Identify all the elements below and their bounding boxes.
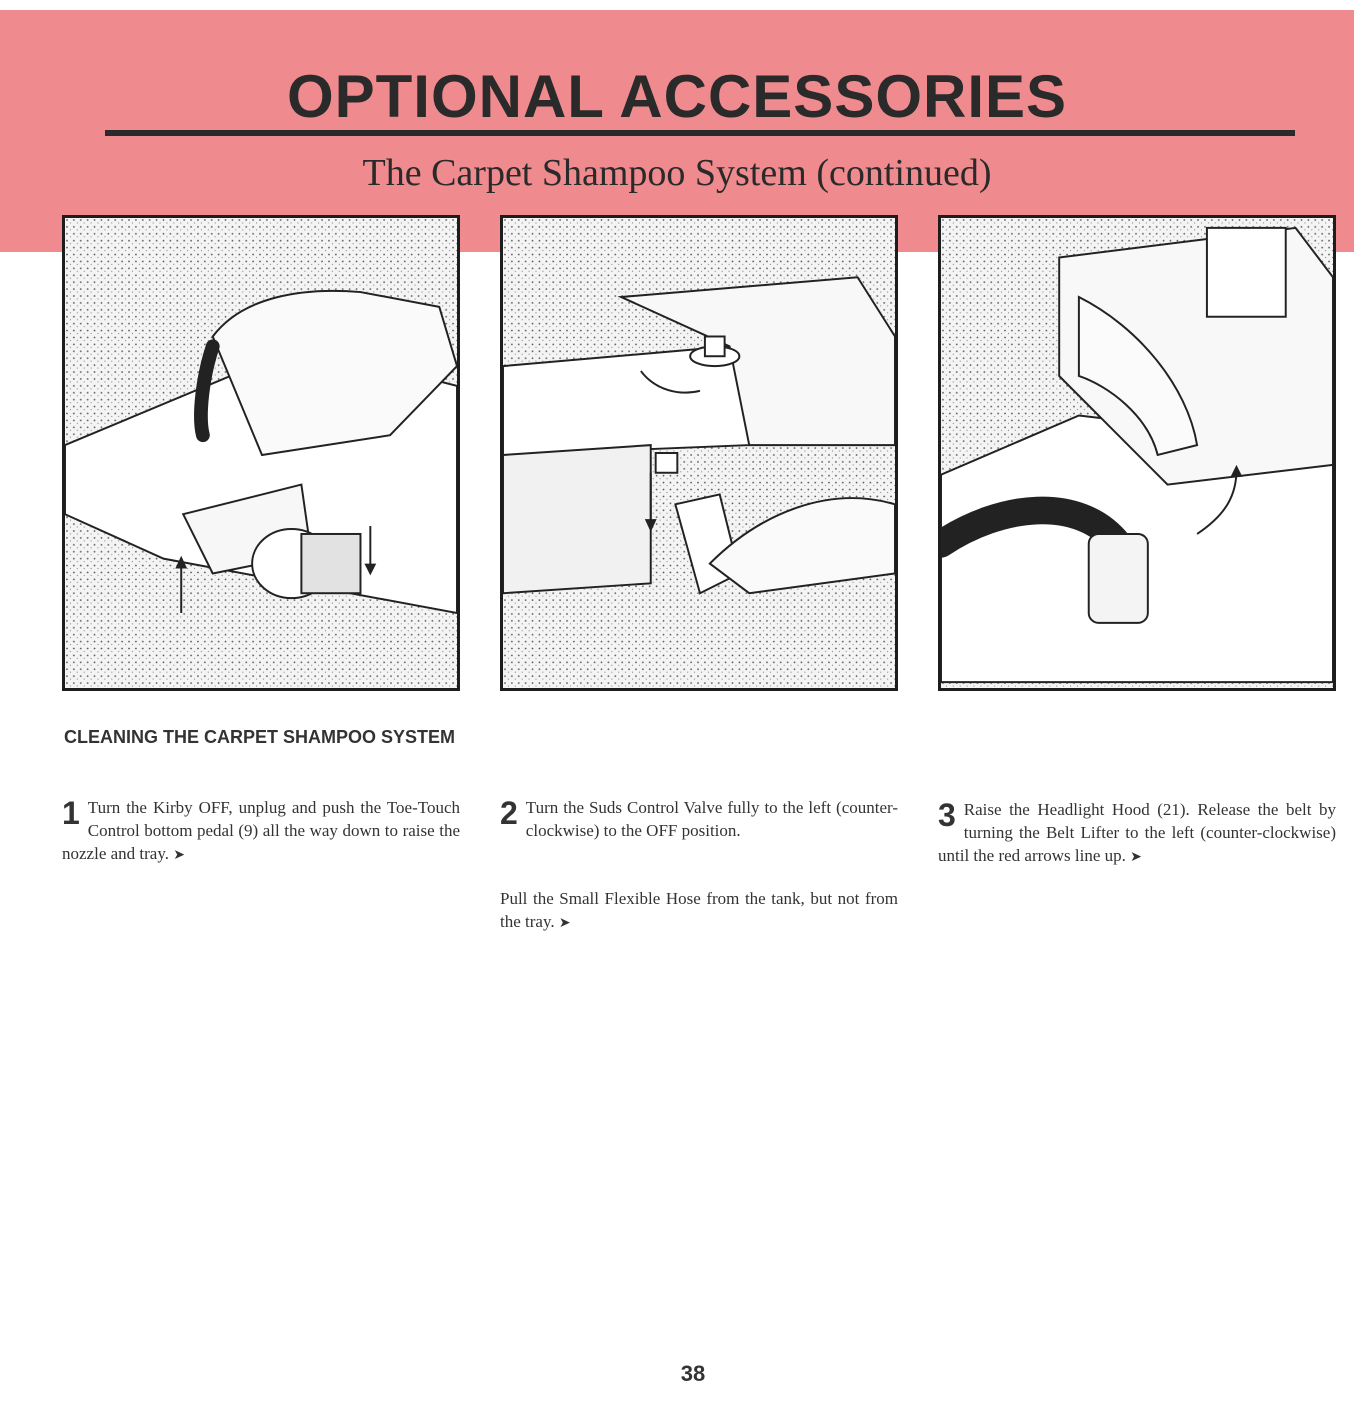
page-subtitle: The Carpet Shampoo System (continued) xyxy=(362,152,992,194)
step-3 xyxy=(938,798,1336,869)
step-2 xyxy=(500,796,898,842)
page-number: 38 xyxy=(680,1361,706,1386)
continue-arrow-icon: ➤ xyxy=(173,847,185,863)
illustration-step-1 xyxy=(62,215,460,691)
step-text: Raise the Headlight Hood (21). Release the belt by turning the Belt Lifter to the left (counter-clockwise) until the red arrows line up. xyxy=(938,800,1336,865)
section-heading: CLEANING THE CARPET SHAMPOO SYSTEM xyxy=(64,727,456,747)
step-text: Turn the Kirby OFF, unplug and push the Toe-Touch Control bottom pedal (9) all the way down to raise the nozzle and tray. xyxy=(62,798,460,863)
continue-arrow-icon: ➤ xyxy=(558,915,571,931)
title-rule xyxy=(105,130,1295,136)
step-extra-text: Pull the Small Flexible Hose from the tank, but not from the tray. xyxy=(500,889,898,931)
page-title: OPTIONAL ACCESSORIES xyxy=(286,63,1068,130)
step-number: 2 xyxy=(500,795,518,831)
step-number: 1 xyxy=(62,795,80,831)
illustration-step-3 xyxy=(938,215,1336,691)
illustration-step-2 xyxy=(500,215,898,691)
continue-arrow-icon: ➤ xyxy=(1130,849,1142,865)
step-number: 3 xyxy=(938,797,956,833)
step-1 xyxy=(62,796,460,867)
step-text: Turn the Suds Control Valve fully to the left (counter-clockwise) to the OFF position. xyxy=(525,798,898,840)
step-2-extra xyxy=(500,887,898,935)
